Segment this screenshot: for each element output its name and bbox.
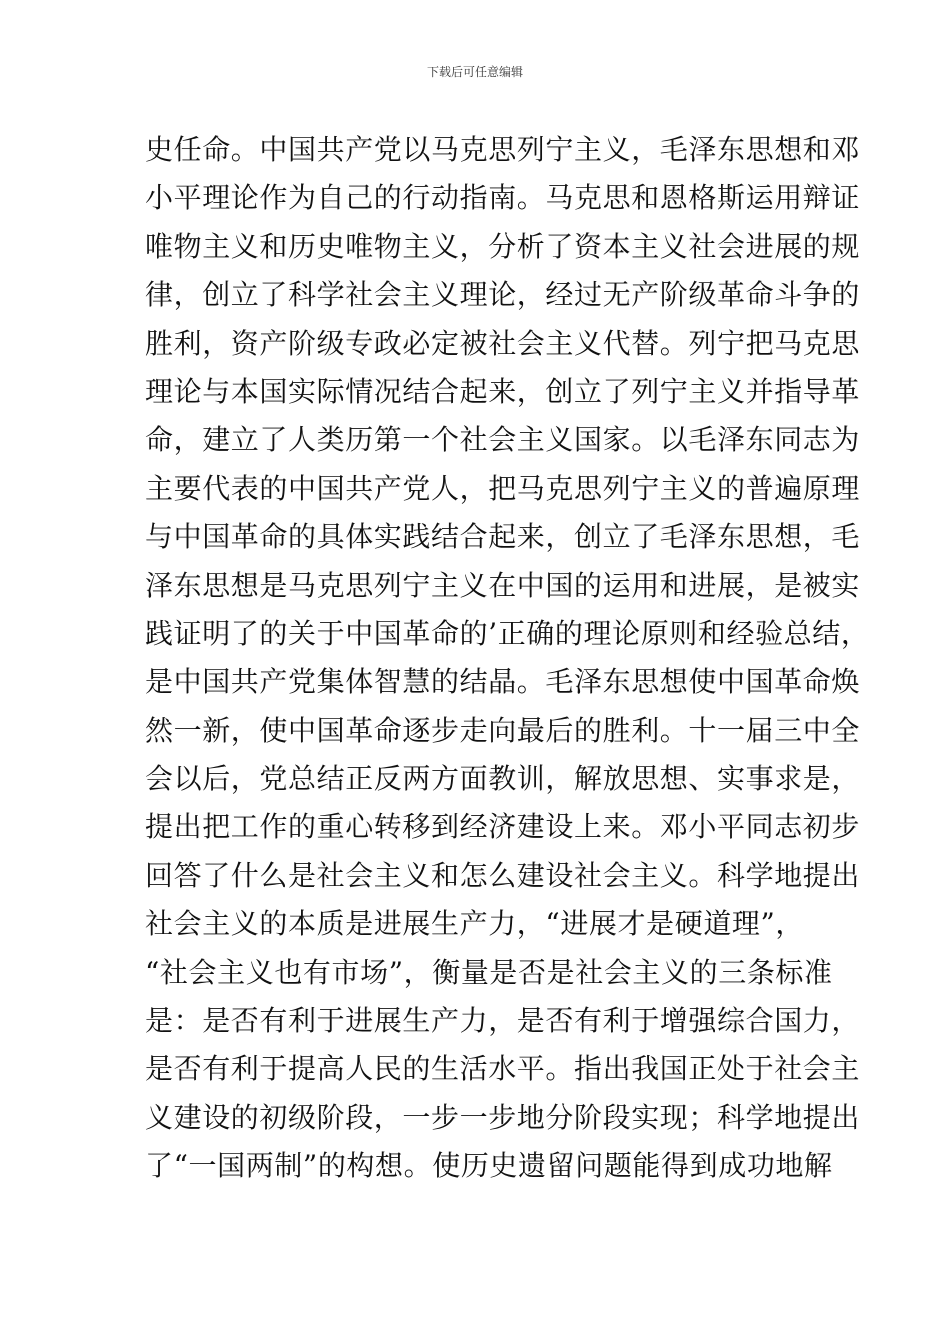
text-line: 然一新，使中国革命逐步走向最后的胜利。十一届三中全: [145, 713, 861, 747]
text-line: 是否有利于提高人民的生活水平。指出我国正处于社会主: [145, 1052, 861, 1086]
text-line: 命，建立了人类历第一个社会主义国家。以毛泽东同志为: [145, 423, 861, 457]
text-line: 义建设的初级阶段，一步一步地分阶段实现；科学地提出: [145, 1100, 861, 1134]
text-line: 了“一国两制”的构想。使历史遗留问题能得到成功地解: [145, 1149, 833, 1183]
text-line: 践证明了的关于中国革命的’正确的理论原则和经验总结，: [145, 616, 870, 650]
text-line: 回答了什么是社会主义和怎么建设社会主义。科学地提出: [145, 858, 861, 892]
text-line: 主要代表的中国共产党人，把马克思列宁主义的普遍原理: [145, 471, 861, 505]
text-line: 社会主义的本质是进展生产力，“进展才是硬道理”，: [145, 907, 805, 941]
body-text: [145, 126, 870, 1191]
text-line: 与中国革命的具体实践结合起来，创立了毛泽东思想，毛: [145, 520, 861, 554]
text-line: 是：是否有利于进展生产力，是否有利于增强综合国力，: [145, 1004, 861, 1038]
text-line: “社会主义也有市场”，衡量是否是社会主义的三条标准: [145, 955, 833, 989]
text-line: 理论与本国实际情况结合起来，创立了列宁主义并指导革: [145, 374, 861, 408]
text-line: 律，创立了科学社会主义理论，经过无产阶级革命斗争的: [145, 278, 861, 312]
text-line: 泽东思想是马克思列宁主义在中国的运用和进展，是被实: [145, 568, 861, 602]
text-line: 是中国共产党集体智慧的结晶。毛泽东思想使中国革命焕: [145, 665, 861, 699]
text-line: 小平理论作为自己的行动指南。马克思和恩格斯运用辩证: [145, 181, 861, 215]
text-line: 提出把工作的重心转移到经济建设上来。邓小平同志初步: [145, 810, 861, 844]
text-line: 唯物主义和历史唯物主义，分析了资本主义社会进展的规: [145, 229, 861, 263]
text-line: 胜利，资产阶级专政必定被社会主义代替。列宁把马克思: [145, 326, 861, 360]
text-line: 史任命。中国共产党以马克思列宁主义，毛泽东思想和邓: [145, 133, 861, 166]
text-line: 会以后，党总结正反两方面教训，解放思想、实事求是，: [145, 762, 861, 796]
page-header: 下载后可任意编辑: [426, 65, 523, 79]
